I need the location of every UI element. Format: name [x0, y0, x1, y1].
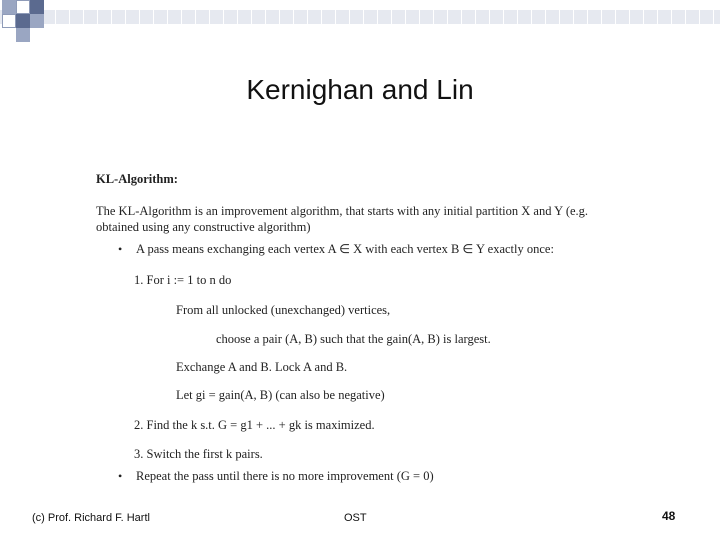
bullet-text: A pass means exchanging each vertex A ∈ X with each vertex B ∈ Y exactly once:: [136, 242, 554, 256]
decorative-square: [16, 0, 30, 14]
step-text: choose a pair (A, B) such that the gain(A, B) is largest.: [216, 332, 491, 346]
page-number: 48: [662, 509, 676, 523]
decorative-square: [30, 14, 44, 28]
decorative-square: [16, 14, 30, 28]
step-text: Let gi = gain(A, B) (can also be negative): [176, 388, 385, 402]
intro-text-line: obtained using any constructive algorithm): [96, 220, 311, 234]
slide-title: Kernighan and Lin: [246, 74, 474, 105]
decorative-square: [2, 14, 16, 28]
decorative-square: [2, 0, 16, 14]
bullet-icon: •: [118, 242, 123, 256]
decorative-square: [16, 28, 30, 42]
step-text: 2. Find the k s.t. G = g1 + ... + gk is maximized.: [134, 418, 375, 432]
step-text: Exchange A and B. Lock A and B.: [176, 360, 348, 374]
bullet-text: Repeat the pass until there is no more improvement (G = 0): [136, 469, 434, 483]
footer-author: (c) Prof. Richard F. Hartl: [32, 512, 150, 524]
header-decoration-band: [0, 10, 720, 24]
step-text: From all unlocked (unexchanged) vertices,: [176, 303, 391, 317]
bullet-icon: •: [118, 469, 123, 483]
decorative-square: [30, 0, 44, 14]
intro-text-line: The KL-Algorithm is an improvement algorithm, that starts with any initial partition X and Y (e.g.: [96, 204, 589, 218]
footer-course: OST: [344, 512, 367, 524]
step-text: 3. Switch the first k pairs.: [134, 447, 263, 461]
step-text: 1. For i := 1 to n do: [134, 273, 232, 287]
algorithm-heading: KL-Algorithm:: [96, 172, 178, 186]
